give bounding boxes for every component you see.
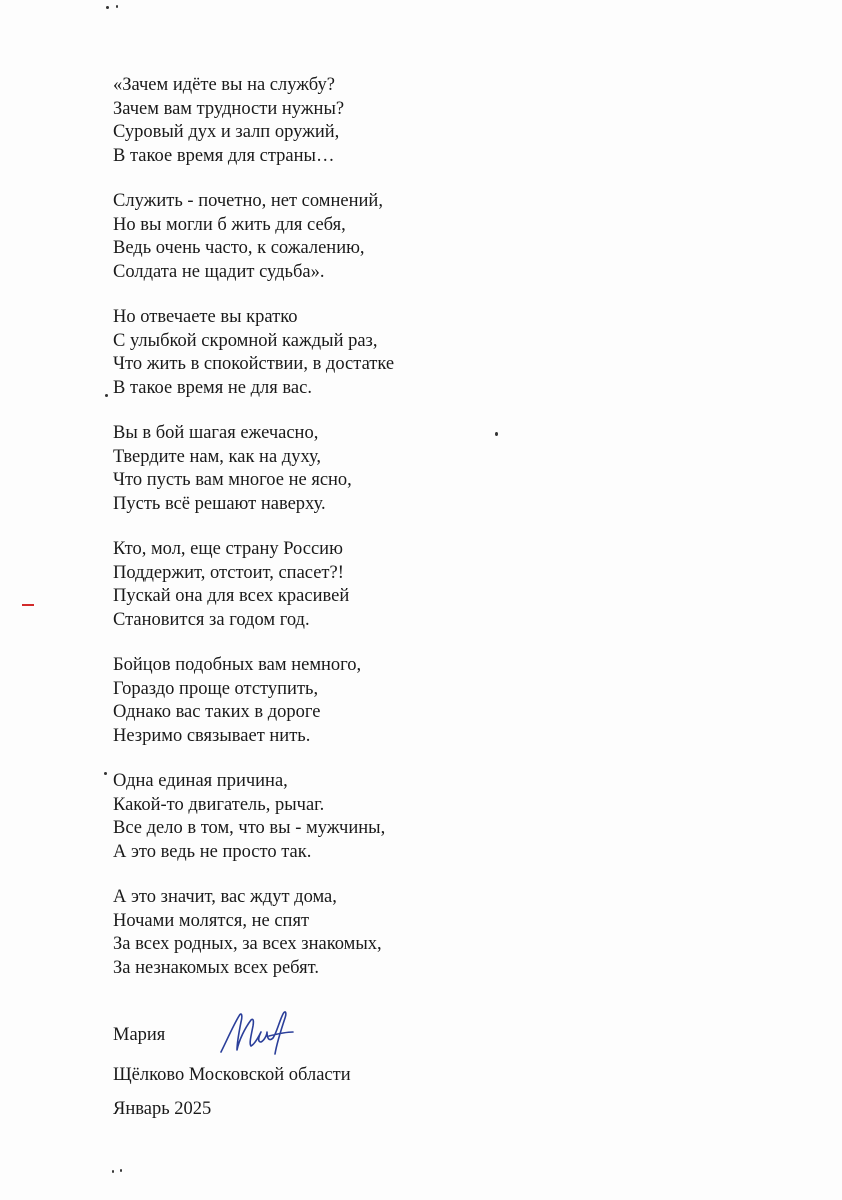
poem-line: Незримо связывает нить. [113,725,311,746]
poem-line: За всех родных, за всех знакомых, [113,934,382,954]
poem-line: В такое время не для вас. [113,377,312,398]
scan-speck [116,5,118,8]
stanza-7 [113,770,473,864]
poem-line: Кто, мол, еще страну Россию [113,539,343,559]
poem-line: «Зачем идёте вы на службу? [113,75,335,95]
poem-line: А это ведь не просто так. [113,841,312,862]
poem-line: С улыбкой скромной каждый раз, [113,330,378,351]
stanza-4 [113,422,473,516]
stanza-6 [113,654,473,748]
poem-line: Гораздо проще отступить, [113,678,319,699]
poem-line: В такое время для страны… [113,145,335,166]
poem [113,74,473,1002]
poem-line: Но вы могли б жить для себя, [113,214,346,235]
poem-line: Вы в бой шагая ежечасно, [113,423,319,443]
scan-speck [105,394,108,397]
poem-line: Однако вас таких в дороге [113,702,321,722]
scan-speck [104,772,107,775]
poem-line: Твердите нам, как на духу, [113,446,322,467]
stanza-5 [113,538,473,632]
poem-line: А это значит, вас ждут дома, [113,887,337,907]
poem-line: Поддержит, отстоит, спасет?! [113,562,344,583]
poem-line: Какой-то двигатель, рычаг. [113,794,325,815]
poem-line: Солдата не щадит судьба». [113,261,325,282]
stanza-2 [113,190,473,284]
red-margin-mark [22,604,34,606]
poem-line: Суровый дух и залп оружий, [113,122,340,142]
author-name: Мария [113,1025,166,1045]
stanza-3 [113,306,473,400]
poem-line: Все дело в том, что вы - мужчины, [113,818,386,838]
handwritten-signature [213,1006,303,1062]
place-of-writing: Щёлково Московской области [113,1065,351,1085]
poem-line: Ведь очень часто, к сожалению, [113,238,365,258]
scan-speck [112,1170,114,1173]
poem-line: Пусть всё решают наверху. [113,493,326,514]
stanza-1 [113,74,473,168]
scan-speck [106,6,109,9]
poem-line: Что жить в спокойствии, в достатке [113,354,395,374]
scan-speck [120,1169,122,1172]
scan-speck [495,432,498,436]
poem-line: Бойцов подобных вам немного, [113,655,362,675]
poem-line: За незнакомых всех ребят. [113,957,319,978]
poem-line: Становится за годом год. [113,609,310,630]
poem-line: Ночами молятся, не спят [113,910,310,931]
poem-line: Пускай она для всех красивей [113,586,350,606]
poem-line: Одна единая причина, [113,771,288,791]
poem-line: Что пусть вам многое не ясно, [113,470,352,490]
poem-line: Но отвечаете вы кратко [113,307,298,327]
poem-line: Зачем вам трудности нужны? [113,98,345,119]
date-of-writing: Январь 2025 [113,1099,212,1119]
stanza-8 [113,886,473,980]
poem-line: Служить - почетно, нет сомнений, [113,191,383,211]
